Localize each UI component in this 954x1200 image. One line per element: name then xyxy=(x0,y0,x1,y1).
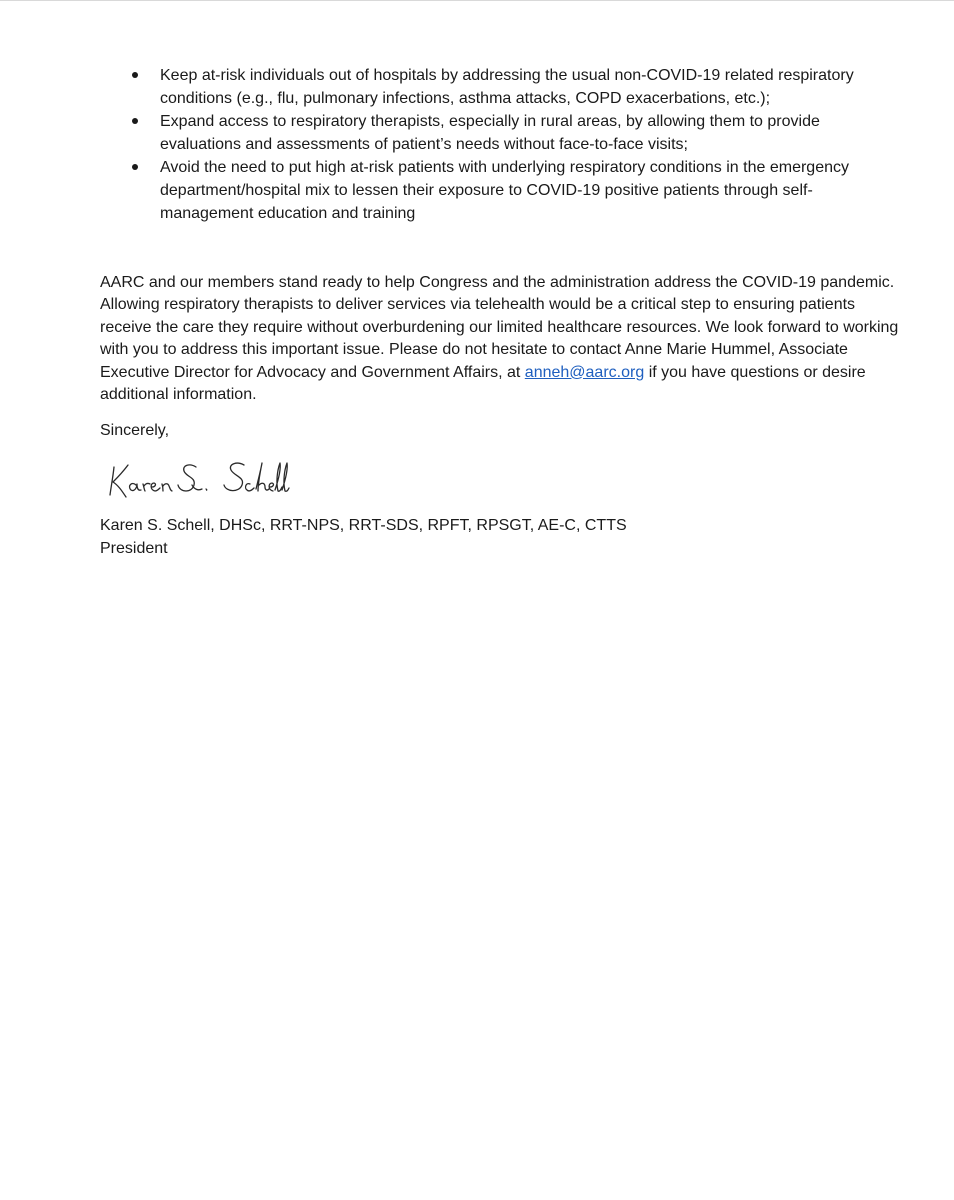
body-text-end: if you have questions or desire additional information. xyxy=(100,363,866,404)
signer-title: President xyxy=(100,540,168,557)
closing: Sincerely, xyxy=(100,422,170,439)
bullet-icon xyxy=(132,72,138,78)
bullet-text: Keep at-risk individuals out of hospitals by addressing the usual non-COVID-19 related respiratory conditions (e.g., flu, pulmonary infections, asthma attacks, COPD exacerbations, etc.); xyxy=(160,67,854,107)
body-text: AARC and our members stand ready to help Congress and the administration address the COVID-19 pandemic. Allowing respiratory therapists to deliver services via telehealth would be a critical step to ensuring patients receive the care they require without overburdening our limited healthcare resources. We look forward to working with you to address this important issue. Please do not hesitate to contact Anne Marie Hummel, Associate Executive Director for Advocacy and Government Affairs, at xyxy=(100,274,899,381)
bullet-text: Avoid the need to put high at-risk patients with underlying respiratory conditions in the emergency department/hospital mix to lessen their exposure to COVID-19 positive patients through self-management education and training xyxy=(160,159,849,222)
bullet-item xyxy=(100,110,900,156)
bullet-text: Expand access to respiratory therapists, especially in rural areas, by allowing them to provide evaluations and assessments of patient’s needs without face-to-face visits; xyxy=(160,113,820,153)
body-paragraph xyxy=(100,272,900,406)
bullet-item xyxy=(100,156,900,225)
signer-name: Karen S. Schell, DHSc, RRT-NPS, RRT-SDS, RPFT, RPSGT, AE-C, CTTS xyxy=(100,517,627,534)
signature-block xyxy=(100,514,627,560)
bullet-icon xyxy=(132,164,138,170)
bullet-list xyxy=(100,64,900,225)
bullet-icon xyxy=(132,118,138,124)
signature-image xyxy=(104,455,290,503)
bullet-item xyxy=(100,64,900,110)
email-link[interactable]: anneh@aarc.org xyxy=(524,363,645,381)
